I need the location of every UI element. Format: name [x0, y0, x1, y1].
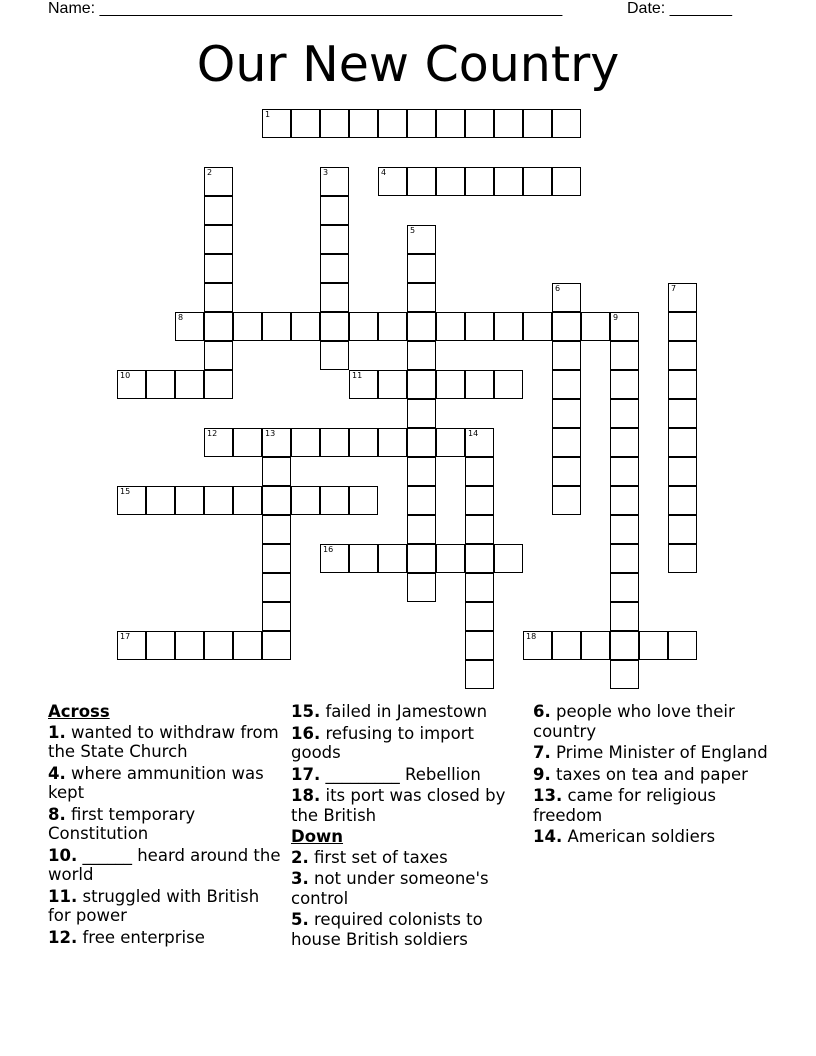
grid-cell[interactable] — [233, 312, 262, 341]
grid-cell[interactable] — [523, 109, 552, 138]
clue-text: refusing to import goods — [291, 723, 474, 762]
grid-cell[interactable] — [204, 283, 233, 312]
grid-cell[interactable] — [465, 457, 494, 486]
grid-cell[interactable] — [291, 428, 320, 457]
grid-cell[interactable] — [407, 225, 436, 254]
clue-number-label: 4. — [48, 763, 66, 783]
clue-number-label: 17. — [291, 764, 321, 784]
grid-cell[interactable] — [436, 370, 465, 399]
clue-number-label: 2. — [291, 847, 309, 867]
across-clue-list-continued — [291, 702, 526, 825]
clue-text: taxes on tea and paper — [556, 764, 748, 784]
grid-cell[interactable] — [668, 515, 697, 544]
down-heading: Down — [291, 827, 344, 846]
grid-cell[interactable] — [610, 602, 639, 631]
clue-number: 7 — [671, 284, 677, 293]
grid-cell[interactable] — [668, 486, 697, 515]
name-field-line: Name: ____________________________________________________ — [48, 0, 563, 17]
grid-cell[interactable] — [349, 428, 378, 457]
grid-cell[interactable] — [494, 370, 523, 399]
clue-number-label: 9. — [533, 764, 551, 784]
grid-cell[interactable] — [117, 631, 146, 660]
grid-cell[interactable] — [436, 167, 465, 196]
clue-number: 13 — [265, 429, 276, 438]
clue-number: 1 — [265, 110, 271, 119]
clue-number: 18 — [526, 632, 537, 641]
across-clue — [48, 764, 283, 803]
grid-cell[interactable] — [465, 109, 494, 138]
grid-cell[interactable] — [262, 544, 291, 573]
across-clue — [291, 786, 526, 825]
grid-cell[interactable] — [378, 428, 407, 457]
grid-cell[interactable] — [436, 544, 465, 573]
grid-cell[interactable] — [610, 399, 639, 428]
grid-cell[interactable] — [407, 341, 436, 370]
grid-cell[interactable] — [552, 167, 581, 196]
clue-number: 12 — [207, 429, 218, 438]
clue-text: not under someone's control — [291, 869, 489, 908]
grid-cell[interactable] — [610, 631, 639, 660]
clue-number-label: 1. — [48, 722, 66, 742]
across-clue — [291, 702, 526, 722]
grid-cell[interactable] — [668, 283, 697, 312]
across-clue — [291, 724, 526, 763]
grid-cell[interactable] — [465, 515, 494, 544]
grid-cell[interactable] — [523, 312, 552, 341]
grid-cell[interactable] — [262, 573, 291, 602]
down-clue — [291, 869, 526, 908]
clue-number: 5 — [410, 226, 416, 235]
grid-cell[interactable] — [552, 457, 581, 486]
grid-cell[interactable] — [320, 167, 349, 196]
grid-cell[interactable] — [349, 312, 378, 341]
grid-cell[interactable] — [668, 457, 697, 486]
across-clue — [48, 846, 283, 885]
clue-text: struggled with British for power — [48, 886, 260, 925]
grid-cell[interactable] — [320, 486, 349, 515]
grid-cell[interactable] — [407, 486, 436, 515]
grid-cell[interactable] — [378, 544, 407, 573]
grid-cell[interactable] — [320, 109, 349, 138]
grid-cell[interactable] — [204, 341, 233, 370]
clue-number-label: 14. — [533, 827, 563, 846]
grid-cell[interactable] — [610, 515, 639, 544]
clue-number: 15 — [120, 487, 131, 496]
grid-cell[interactable] — [668, 428, 697, 457]
clue-number-label: 16. — [291, 723, 321, 743]
grid-cell[interactable] — [204, 225, 233, 254]
down-clue-list-continued — [533, 702, 768, 847]
grid-cell[interactable] — [552, 283, 581, 312]
date-field-line: Date: _______ — [627, 0, 732, 17]
grid-cell[interactable] — [407, 573, 436, 602]
grid-cell[interactable] — [175, 312, 204, 341]
across-clue — [48, 887, 283, 926]
down-clue — [533, 702, 768, 741]
grid-cell[interactable] — [610, 428, 639, 457]
grid-cell[interactable] — [581, 312, 610, 341]
grid-cell[interactable] — [204, 428, 233, 457]
across-clue — [48, 805, 283, 844]
clue-number-label: 5. — [291, 910, 309, 929]
clue-number: 2 — [207, 168, 213, 177]
across-clue — [48, 723, 283, 762]
grid-cell[interactable] — [494, 167, 523, 196]
clue-number: 9 — [613, 313, 619, 322]
grid-cell[interactable] — [175, 486, 204, 515]
grid-cell[interactable] — [465, 370, 494, 399]
grid-cell[interactable] — [204, 196, 233, 225]
clue-number-label: 12. — [48, 927, 78, 947]
grid-cell[interactable] — [204, 631, 233, 660]
grid-cell[interactable] — [320, 225, 349, 254]
grid-cell[interactable] — [465, 544, 494, 573]
grid-cell[interactable] — [204, 254, 233, 283]
clue-number-label: 8. — [48, 804, 66, 824]
grid-cell[interactable] — [204, 312, 233, 341]
grid-cell[interactable] — [610, 573, 639, 602]
grid-cell[interactable] — [233, 631, 262, 660]
clue-number-label: 13. — [533, 786, 563, 805]
grid-cell[interactable] — [349, 544, 378, 573]
grid-cell[interactable] — [523, 631, 552, 660]
grid-cell[interactable] — [407, 399, 436, 428]
clue-number-label: 11. — [48, 886, 78, 906]
clue-number-label: 6. — [533, 702, 551, 721]
grid-cell[interactable] — [320, 428, 349, 457]
grid-cell[interactable] — [436, 428, 465, 457]
grid-cell[interactable] — [552, 312, 581, 341]
grid-cell[interactable] — [378, 370, 407, 399]
clue-number: 11 — [352, 371, 363, 380]
clue-text: came for religious freedom — [533, 786, 717, 825]
clue-text: Prime Minister of England — [556, 743, 768, 762]
grid-cell[interactable] — [581, 631, 610, 660]
grid-cell[interactable] — [407, 283, 436, 312]
grid-cell[interactable] — [349, 486, 378, 515]
grid-cell[interactable] — [262, 109, 291, 138]
grid-cell[interactable] — [204, 486, 233, 515]
grid-cell[interactable] — [204, 370, 233, 399]
grid-cell[interactable] — [465, 428, 494, 457]
grid-cell[interactable] — [291, 486, 320, 515]
grid-cell[interactable] — [552, 428, 581, 457]
grid-cell[interactable] — [465, 660, 494, 689]
clue-number: 8 — [178, 313, 184, 322]
grid-cell[interactable] — [436, 109, 465, 138]
grid-cell[interactable] — [610, 370, 639, 399]
clue-text: its port was closed by the British — [291, 786, 506, 825]
down-clue — [533, 743, 768, 763]
grid-cell[interactable] — [262, 631, 291, 660]
grid-cell[interactable] — [407, 167, 436, 196]
clue-text: first temporary Constitution — [48, 804, 196, 843]
grid-cell[interactable] — [291, 109, 320, 138]
clue-number: 4 — [381, 168, 387, 177]
clue-number: 3 — [323, 168, 329, 177]
grid-cell[interactable] — [668, 312, 697, 341]
grid-cell[interactable] — [407, 254, 436, 283]
clue-text: free enterprise — [82, 927, 205, 947]
across-heading: Across — [48, 702, 110, 721]
grid-cell[interactable] — [610, 312, 639, 341]
clue-text: _________ Rebellion — [325, 764, 481, 784]
clue-number-label: 3. — [291, 869, 309, 888]
across-clue — [48, 928, 283, 948]
grid-cell[interactable] — [407, 109, 436, 138]
grid-cell[interactable] — [320, 544, 349, 573]
grid-cell[interactable] — [668, 370, 697, 399]
grid-cell[interactable] — [407, 370, 436, 399]
clue-text: ______ heard around the world — [48, 845, 281, 884]
grid-cell[interactable] — [407, 457, 436, 486]
grid-cell[interactable] — [465, 486, 494, 515]
grid-cell[interactable] — [436, 312, 465, 341]
grid-cell[interactable] — [262, 486, 291, 515]
grid-cell[interactable] — [262, 312, 291, 341]
clue-number-label: 15. — [291, 702, 321, 721]
grid-cell[interactable] — [552, 486, 581, 515]
grid-cell[interactable] — [320, 341, 349, 370]
grid-cell[interactable] — [320, 312, 349, 341]
grid-cell[interactable] — [407, 515, 436, 544]
grid-cell[interactable] — [610, 341, 639, 370]
grid-cell[interactable] — [494, 544, 523, 573]
across-clue-list — [48, 723, 283, 948]
grid-cell[interactable] — [320, 254, 349, 283]
grid-cell[interactable] — [378, 109, 407, 138]
clue-text: people who love their country — [533, 702, 735, 741]
clue-number-label: 18. — [291, 786, 321, 805]
grid-cell[interactable] — [610, 544, 639, 573]
grid-cell[interactable] — [465, 602, 494, 631]
clue-text: wanted to withdraw from the State Church — [48, 722, 279, 761]
grid-cell[interactable] — [552, 341, 581, 370]
clue-text: required colonists to house British soldiers — [291, 910, 483, 949]
grid-cell[interactable] — [349, 370, 378, 399]
grid-cell[interactable] — [465, 631, 494, 660]
grid-cell[interactable] — [552, 399, 581, 428]
clue-number: 16 — [323, 545, 334, 554]
grid-cell[interactable] — [668, 341, 697, 370]
clue-number: 14 — [468, 429, 479, 438]
across-clue — [291, 765, 526, 785]
grid-cell[interactable] — [552, 631, 581, 660]
clue-column-3 — [533, 702, 768, 849]
grid-cell[interactable] — [610, 457, 639, 486]
down-clue — [533, 827, 768, 847]
grid-cell[interactable] — [233, 486, 262, 515]
grid-cell[interactable] — [639, 631, 668, 660]
grid-cell[interactable] — [146, 370, 175, 399]
grid-cell[interactable] — [378, 312, 407, 341]
grid-cell[interactable] — [233, 428, 262, 457]
grid-cell[interactable] — [407, 312, 436, 341]
grid-cell[interactable] — [175, 631, 204, 660]
grid-cell[interactable] — [349, 109, 378, 138]
grid-cell[interactable] — [146, 486, 175, 515]
grid-cell[interactable] — [523, 167, 552, 196]
grid-cell[interactable] — [378, 167, 407, 196]
down-clue-list — [291, 848, 526, 950]
clue-number: 6 — [555, 284, 561, 293]
grid-cell[interactable] — [117, 486, 146, 515]
grid-cell[interactable] — [494, 109, 523, 138]
grid-cell[interactable] — [552, 370, 581, 399]
down-clue — [533, 765, 768, 785]
down-clue — [291, 910, 526, 949]
grid-cell[interactable] — [175, 370, 204, 399]
clue-number: 10 — [120, 371, 131, 380]
clue-text: first set of taxes — [314, 847, 448, 867]
clue-number-label: 10. — [48, 845, 78, 865]
grid-cell[interactable] — [465, 167, 494, 196]
clue-column-2 — [291, 702, 526, 951]
grid-cell[interactable] — [262, 457, 291, 486]
grid-cell[interactable] — [291, 312, 320, 341]
down-clue — [291, 848, 526, 868]
grid-cell[interactable] — [407, 544, 436, 573]
grid-cell[interactable] — [146, 631, 175, 660]
grid-cell[interactable] — [262, 602, 291, 631]
page-title: Our New Country — [196, 36, 620, 93]
grid-cell[interactable] — [552, 109, 581, 138]
grid-cell[interactable] — [610, 660, 639, 689]
clue-text: American soldiers — [567, 827, 716, 846]
grid-cell[interactable] — [494, 312, 523, 341]
grid-cell[interactable] — [465, 573, 494, 602]
grid-cell[interactable] — [668, 631, 697, 660]
grid-cell[interactable] — [668, 544, 697, 573]
grid-cell[interactable] — [262, 515, 291, 544]
clue-text: failed in Jamestown — [325, 702, 488, 721]
grid-cell[interactable] — [668, 399, 697, 428]
grid-cell[interactable] — [262, 428, 291, 457]
grid-cell[interactable] — [204, 167, 233, 196]
clue-number-label: 7. — [533, 743, 551, 762]
grid-cell[interactable] — [320, 283, 349, 312]
clue-number: 17 — [120, 632, 131, 641]
down-clue — [533, 786, 768, 825]
grid-cell[interactable] — [465, 312, 494, 341]
clue-text: where ammunition was kept — [48, 763, 264, 802]
grid-cell[interactable] — [117, 370, 146, 399]
clue-column-1 — [48, 702, 283, 949]
grid-cell[interactable] — [320, 196, 349, 225]
grid-cell[interactable] — [610, 486, 639, 515]
grid-cell[interactable] — [407, 428, 436, 457]
